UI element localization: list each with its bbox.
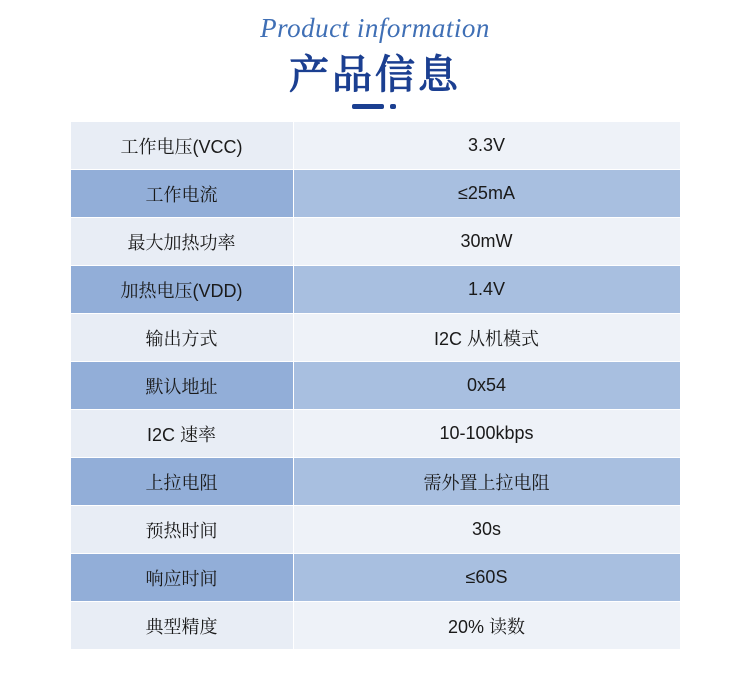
table-row	[70, 602, 680, 650]
spec-label: 加热电压(VDD)	[70, 266, 293, 314]
spec-value: 1.4V	[293, 266, 680, 314]
table-row	[70, 554, 680, 602]
spec-label: 上拉电阻	[70, 458, 293, 506]
underline-dot	[390, 104, 396, 109]
table-row	[70, 506, 680, 554]
spec-label: 工作电流	[70, 170, 293, 218]
page-title-en: Product information	[260, 13, 490, 43]
table-row	[70, 314, 680, 362]
table-row	[70, 122, 680, 170]
spec-label: 预热时间	[70, 506, 293, 554]
spec-label: 工作电压(VCC)	[70, 122, 293, 170]
table-row	[70, 458, 680, 506]
spec-value: 10-100kbps	[293, 410, 680, 458]
table-row	[70, 266, 680, 314]
page-title-cn: 产品信息	[289, 53, 461, 98]
spec-label: I2C 速率	[70, 410, 293, 458]
spec-value: 30s	[293, 506, 680, 554]
spec-value: 需外置上拉电阻	[293, 458, 680, 506]
spec-value: ≤25mA	[293, 170, 680, 218]
title-underline-decoration	[352, 104, 398, 109]
spec-label: 最大加热功率	[70, 218, 293, 266]
specification-table-body	[70, 122, 680, 650]
underline-bar	[352, 104, 384, 109]
spec-label: 默认地址	[70, 362, 293, 410]
table-row	[70, 362, 680, 410]
spec-value: 30mW	[293, 218, 680, 266]
spec-value: I2C 从机模式	[293, 314, 680, 362]
spec-label: 典型精度	[70, 602, 293, 650]
spec-value: 0x54	[293, 362, 680, 410]
spec-value: 20% 读数	[293, 602, 680, 650]
table-row	[70, 170, 680, 218]
spec-value: ≤60S	[293, 554, 680, 602]
spec-label: 响应时间	[70, 554, 293, 602]
spec-label: 输出方式	[70, 314, 293, 362]
table-row	[70, 410, 680, 458]
table-row	[70, 218, 680, 266]
specification-table	[70, 121, 681, 650]
page-header	[0, 0, 750, 109]
spec-value: 3.3V	[293, 122, 680, 170]
